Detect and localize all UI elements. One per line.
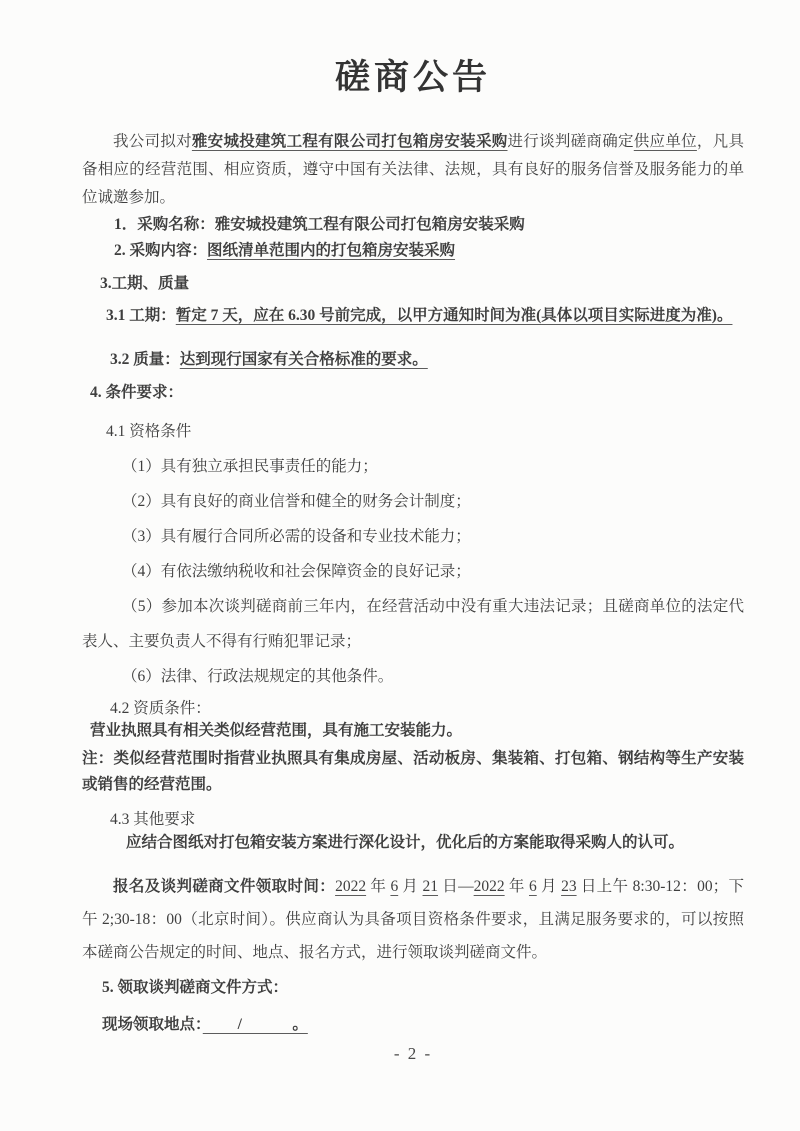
design-requirement: 应结合图纸对打包箱安装方案进行深化设计，优化后的方案能取得采购人的认可。 xyxy=(126,833,685,851)
signup-sep-5: 月 xyxy=(536,877,562,895)
pickup-location-blank: / 。 xyxy=(202,1015,308,1033)
signup-year-2: 2022 xyxy=(473,877,505,895)
item-3-2-quality xyxy=(82,347,744,373)
item-2-value: 图纸清单范围内的打包箱房安装采购 xyxy=(207,242,456,259)
item-2-purchase-content xyxy=(82,238,744,264)
heading-4-condition-requirements: 4. 条件要求： xyxy=(90,383,184,401)
project-name-text: 雅安城投建筑工程有限公司打包箱房安装采购 xyxy=(191,133,508,150)
item-3-2-value: 达到现行国家有关合格标准的要求。 xyxy=(179,350,428,368)
signup-time-paragraph xyxy=(82,870,744,969)
supplier-unit-text: 供应单位 xyxy=(633,133,697,150)
item-2-label: 2. 采购内容： xyxy=(114,242,208,259)
scope-note: 注：类似经营范围时指营业执照具有集成房屋、活动板房、集装箱、打包箱、钢结构等生产安装或销售的经营范围。 xyxy=(82,749,744,793)
condition-item-1: （1）具有独立承担民事责任的能力； xyxy=(122,457,378,475)
business-license-requirement: 营业执照具有相关类似经营范围，具有施工安装能力。 xyxy=(90,721,463,739)
signup-month-2: 6 xyxy=(528,877,537,895)
condition-item-3: （3）具有履行合同所必需的设备和专业技术能力； xyxy=(122,527,471,545)
signup-sep-3: 日— xyxy=(438,877,474,895)
item-1-value: 雅安城投建筑工程有限公司打包箱房安装采购 xyxy=(214,216,525,233)
item-1-label: 1．采购名称： xyxy=(114,216,215,233)
intro-text-mid: 进行谈判磋商确定 xyxy=(507,133,634,150)
item-1-purchase-name xyxy=(82,212,744,238)
signup-year-1: 2022 xyxy=(335,877,367,895)
signup-day-1: 21 xyxy=(422,877,439,895)
heading-3-duration-quality: 3.工期、质量 xyxy=(100,275,190,292)
condition-item-2: （2）具有良好的商业信誉和健全的财务会计制度； xyxy=(122,492,471,510)
condition-item-6: （6）法律、行政法规规定的其他条件。 xyxy=(122,667,394,685)
signup-sep-2: 月 xyxy=(398,877,423,895)
heading-5-pickup-method: 5. 领取谈判磋商文件方式： xyxy=(102,978,289,996)
item-3-1-label: 3.1 工期： xyxy=(106,307,176,324)
qualification-conditions-list xyxy=(82,449,744,694)
heading-4-1-qualification: 4.1 资格条件 xyxy=(106,422,192,440)
item-3-2-label: 3.2 质量： xyxy=(110,350,180,368)
page-number: - 2 - xyxy=(393,1043,433,1063)
pickup-location-label: 现场领取地点： xyxy=(102,1015,203,1033)
signup-day-2: 23 xyxy=(561,877,577,895)
item-3-1-duration xyxy=(82,300,744,331)
intro-text-pre: 我公司拟对 xyxy=(113,133,192,150)
page-title: 磋商公告 xyxy=(334,58,491,97)
signup-rest-text: 日上午 8:30-12：00；下午 2;30-18：00（北京时间）。供应商认为具备项目资格条件要求，且满足服务要求的，可以按照本磋商公告规定的时间、地点、报名方式，进行领取谈判磋商文件。 xyxy=(82,877,744,961)
signup-sep-1: 年 xyxy=(366,877,391,895)
item-3-1-value: 暂定 7 天，应在 6.30 号前完成，以甲方通知时间为准(具体以项目实际进度为准)。 xyxy=(175,307,733,324)
heading-4-2-credential: 4.2 资质条件： xyxy=(110,699,211,717)
heading-4-3-other: 4.3 其他要求 xyxy=(110,810,196,828)
intro-paragraph xyxy=(82,128,744,212)
signup-sep-4: 年 xyxy=(504,877,529,895)
signup-time-label: 报名及谈判磋商文件领取时间： xyxy=(113,877,336,895)
condition-item-4: （4）有依法缴纳税收和社会保障资金的良好记录； xyxy=(122,562,471,580)
pickup-location-line xyxy=(82,1010,744,1040)
intro-text-post: ，凡具备相应的经营范围、相应资质，遵守中国有关法律、法规，具有良好的服务信誉及服务能力的单位诚邀参加。 xyxy=(82,133,744,206)
signup-month-1: 6 xyxy=(390,877,399,895)
condition-item-5: （5）参加本次谈判磋商前三年内，在经营活动中没有重大违法记录；且磋商单位的法定代表人、主要负责人不得有行贿犯罪记录； xyxy=(82,597,744,650)
